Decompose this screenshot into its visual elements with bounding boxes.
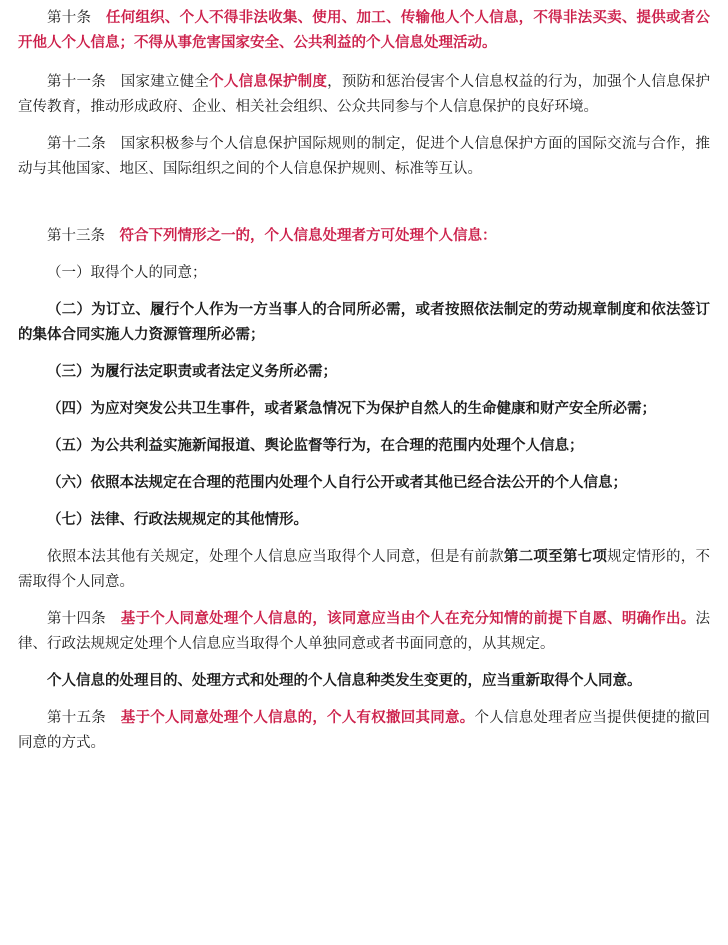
- article-10-number: 第十条: [47, 10, 92, 26]
- article-13-item-1: （一）取得个人的同意；: [47, 265, 207, 281]
- article-13-item-7: （七）法律、行政法规规定的其他情形。: [47, 512, 308, 528]
- article-13-item-2: （二）为订立、履行个人作为一方当事人的合同所必需，或者按照依法制定的劳动规章制度和依法签订的集体合同实施人力资源管理所必需；: [18, 302, 710, 343]
- article-11-number: 第十一条: [47, 74, 106, 90]
- article-15-number: 第十五条: [47, 710, 106, 726]
- article-12-text: 国家积极参与个人信息保护国际规则的制定，促进个人信息保护方面的国际交流与合作，推动与其他国家、地区、国际组织之间的个人信息保护规则、标准等互认。: [18, 136, 711, 177]
- article-15-text-after: 个人信息处理者应当提供便捷的撤回同意的方式。: [18, 710, 711, 751]
- article-14: [18, 607, 710, 657]
- article-13-item-5: （五）为公共利益实施新闻报道、舆论监督等行为，在合理的范围内处理个人信息；: [47, 438, 584, 454]
- article-13-item-3: （三）为履行法定职责或者法定义务所必需；: [47, 364, 337, 380]
- article-13-item-6: （六）依照本法规定在合理的范围内处理个人自行公开或者其他已经合法公开的个人信息；: [47, 475, 627, 491]
- article-14-text-after: 法律、行政法规规定处理个人信息应当取得个人单独同意或者书面同意的，从其规定。: [18, 611, 711, 652]
- article-13-text: 符合下列情形之一的，个人信息处理者方可处理个人信息：: [119, 228, 497, 244]
- article-14-para-2: 个人信息的处理目的、处理方式和处理的个人信息种类发生变更的，应当重新取得个人同意。: [47, 673, 642, 689]
- article-11-text-after: ，预防和惩治侵害个人信息权益的行为，加强个人信息保护宣传教育，推动形成政府、企业、相关社会组织、公众共同参与个人信息保护的良好环境。: [18, 74, 711, 115]
- article-14-highlight: 基于个人同意处理个人信息的，该同意应当由个人在充分知情的前提下自愿、明确作出。: [120, 611, 696, 627]
- article-13-number: 第十三条: [47, 228, 105, 244]
- article-11-highlight: 个人信息保护制度: [209, 74, 328, 90]
- article-13: [18, 224, 710, 249]
- article-15-highlight: 基于个人同意处理个人信息的，个人有权撤回其同意。: [120, 710, 475, 726]
- article-13-note-bold: 第二项至第七项: [503, 549, 608, 565]
- article-13-item-4: （四）为应对突发公共卫生事件，或者紧急情况下为保护自然人的生命健康和财产安全所必需；: [47, 401, 656, 417]
- article-13-note: [18, 545, 710, 595]
- article-14-number: 第十四条: [47, 611, 106, 627]
- article-11-text-before: 国家建立健全: [120, 74, 210, 90]
- article-15: [18, 706, 710, 756]
- article-10: [18, 6, 710, 56]
- article-13-note-after: 规定情形的，不需取得个人同意。: [18, 549, 711, 590]
- article-13-note-before: 依照本法其他有关规定，处理个人信息应当取得个人同意，但是有前款: [47, 549, 504, 565]
- article-12: [18, 132, 710, 182]
- article-11: [18, 70, 710, 120]
- article-10-text: 任何组织、个人不得非法收集、使用、加工、传输他人个人信息，不得非法买卖、提供或者公开他人个人信息；不得从事危害国家安全、公共利益的个人信息处理活动。: [18, 10, 711, 51]
- article-12-number: 第十二条: [47, 136, 106, 152]
